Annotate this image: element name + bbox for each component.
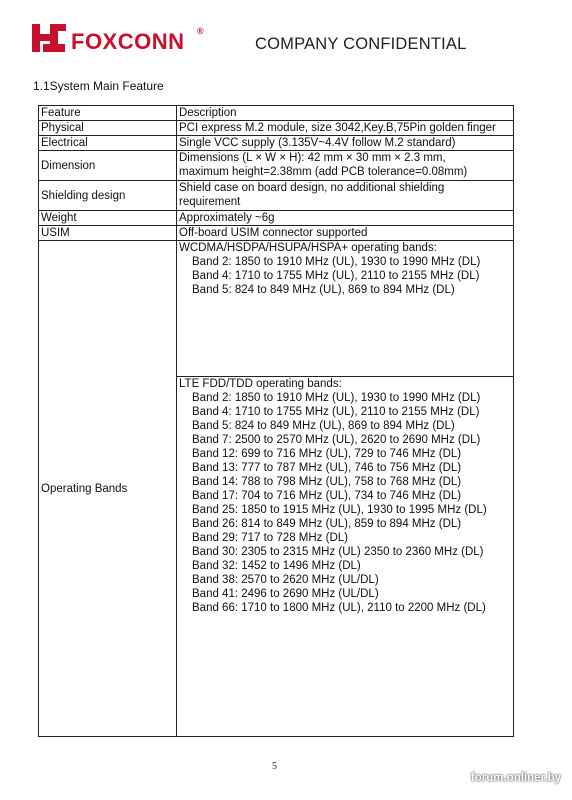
band-line: Band 14: 788 to 798 MHz (UL), 758 to 768 MHz (DL) (192, 476, 462, 488)
description-cell (177, 151, 514, 181)
band-line: Band 30: 2305 to 2315 MHz (UL) 2350 to 2360 MHz (DL) (192, 546, 484, 558)
description-line: maximum height=2.38mm (add PCB tolerance=0.08mm) (179, 166, 468, 178)
lte-bands-title: LTE FDD/TDD operating bands: (179, 378, 342, 390)
band-line: Band 25: 1850 to 1915 MHz (UL), 1930 to 1995 MHz (DL) (192, 504, 487, 516)
table-row (39, 151, 514, 181)
table-row (39, 226, 514, 241)
foxconn-logo-icon (31, 22, 67, 54)
logo-text: FOXCONN (71, 29, 185, 54)
description-cell: Off-board USIM connector supported (177, 226, 514, 241)
band-line: Band 17: 704 to 716 MHz (UL), 734 to 746 MHz (DL) (192, 490, 462, 502)
band-line: Band 5: 824 to 849 MHz (UL), 869 to 894 MHz (DL) (192, 420, 455, 432)
feature-cell: Electrical (39, 136, 177, 151)
wcdma-bands-cell (177, 241, 514, 377)
lte-bands-cell (177, 377, 514, 737)
forum-watermark: forum.onliner.by (470, 772, 561, 784)
feature-cell: Dimension (39, 151, 177, 181)
band-line: Band 13: 777 to 787 MHz (UL), 746 to 756 MHz (DL) (192, 462, 462, 474)
header-feature: Feature (39, 106, 177, 121)
description-cell: Approximately ~6g (177, 211, 514, 226)
band-line: Band 12: 699 to 716 MHz (UL), 729 to 746 MHz (DL) (192, 448, 462, 460)
description-line: Shield case on board design, no additional shielding (179, 182, 445, 194)
band-line: Band 4: 1710 to 1755 MHz (UL), 2110 to 2155 MHz (DL) (192, 406, 480, 418)
band-line: Band 2: 1850 to 1910 MHz (UL), 1930 to 1990 MHz (DL) (192, 256, 481, 268)
header-description: Description (177, 106, 514, 121)
table-row (39, 181, 514, 211)
feature-cell: Shielding design (39, 181, 177, 211)
feature-cell: USIM (39, 226, 177, 241)
table-row (39, 136, 514, 151)
feature-cell: Weight (39, 211, 177, 226)
section-title: 1.1System Main Feature (33, 79, 164, 93)
band-line: Band 5: 824 to 849 MHz (UL), 869 to 894 MHz (DL) (192, 284, 455, 296)
band-line: Band 38: 2570 to 2620 MHz (UL/DL) (192, 574, 379, 586)
feature-cell-operating-bands: Operating Bands (39, 241, 177, 737)
description-cell: PCI express M.2 module, size 3042,Key.B,75Pin golden finger (177, 121, 514, 136)
foxconn-logo (31, 22, 211, 56)
band-line: Band 32: 1452 to 1496 MHz (DL) (192, 560, 361, 572)
wcdma-bands-title: WCDMA/HSDPA/HSUPA/HSPA+ operating bands: (179, 242, 437, 254)
band-line: Band 66: 1710 to 1800 MHz (UL), 2110 to 2200 MHz (DL) (192, 602, 486, 614)
table-header-row (39, 106, 514, 121)
band-line: Band 26: 814 to 849 MHz (UL), 859 to 894 MHz (DL) (192, 518, 462, 530)
feature-table (38, 105, 514, 737)
description-cell (177, 181, 514, 211)
confidential-label: COMPANY CONFIDENTIAL (255, 35, 467, 53)
band-line: Band 4: 1710 to 1755 MHz (UL), 2110 to 2155 MHz (DL) (192, 270, 480, 282)
feature-cell: Physical (39, 121, 177, 136)
registered-mark: ® (197, 26, 204, 36)
band-line: Band 41: 2496 to 2690 MHz (UL/DL) (192, 588, 379, 600)
band-line: Band 7: 2500 to 2570 MHz (UL), 2620 to 2690 MHz (DL) (192, 434, 481, 446)
page-number: 5 (272, 761, 277, 772)
table-row (39, 211, 514, 226)
description-line: requirement (179, 196, 241, 208)
band-line: Band 29: 717 to 728 MHz (DL) (192, 532, 348, 544)
description-cell: Single VCC supply (3.135V~4.4V follow M.2 standard) (177, 136, 514, 151)
band-line: Band 2: 1850 to 1910 MHz (UL), 1930 to 1990 MHz (DL) (192, 392, 481, 404)
description-line: Dimensions (L × W × H): 42 mm × 30 mm × 2.3 mm, (179, 152, 446, 164)
table-row (39, 121, 514, 136)
table-row (39, 241, 514, 377)
